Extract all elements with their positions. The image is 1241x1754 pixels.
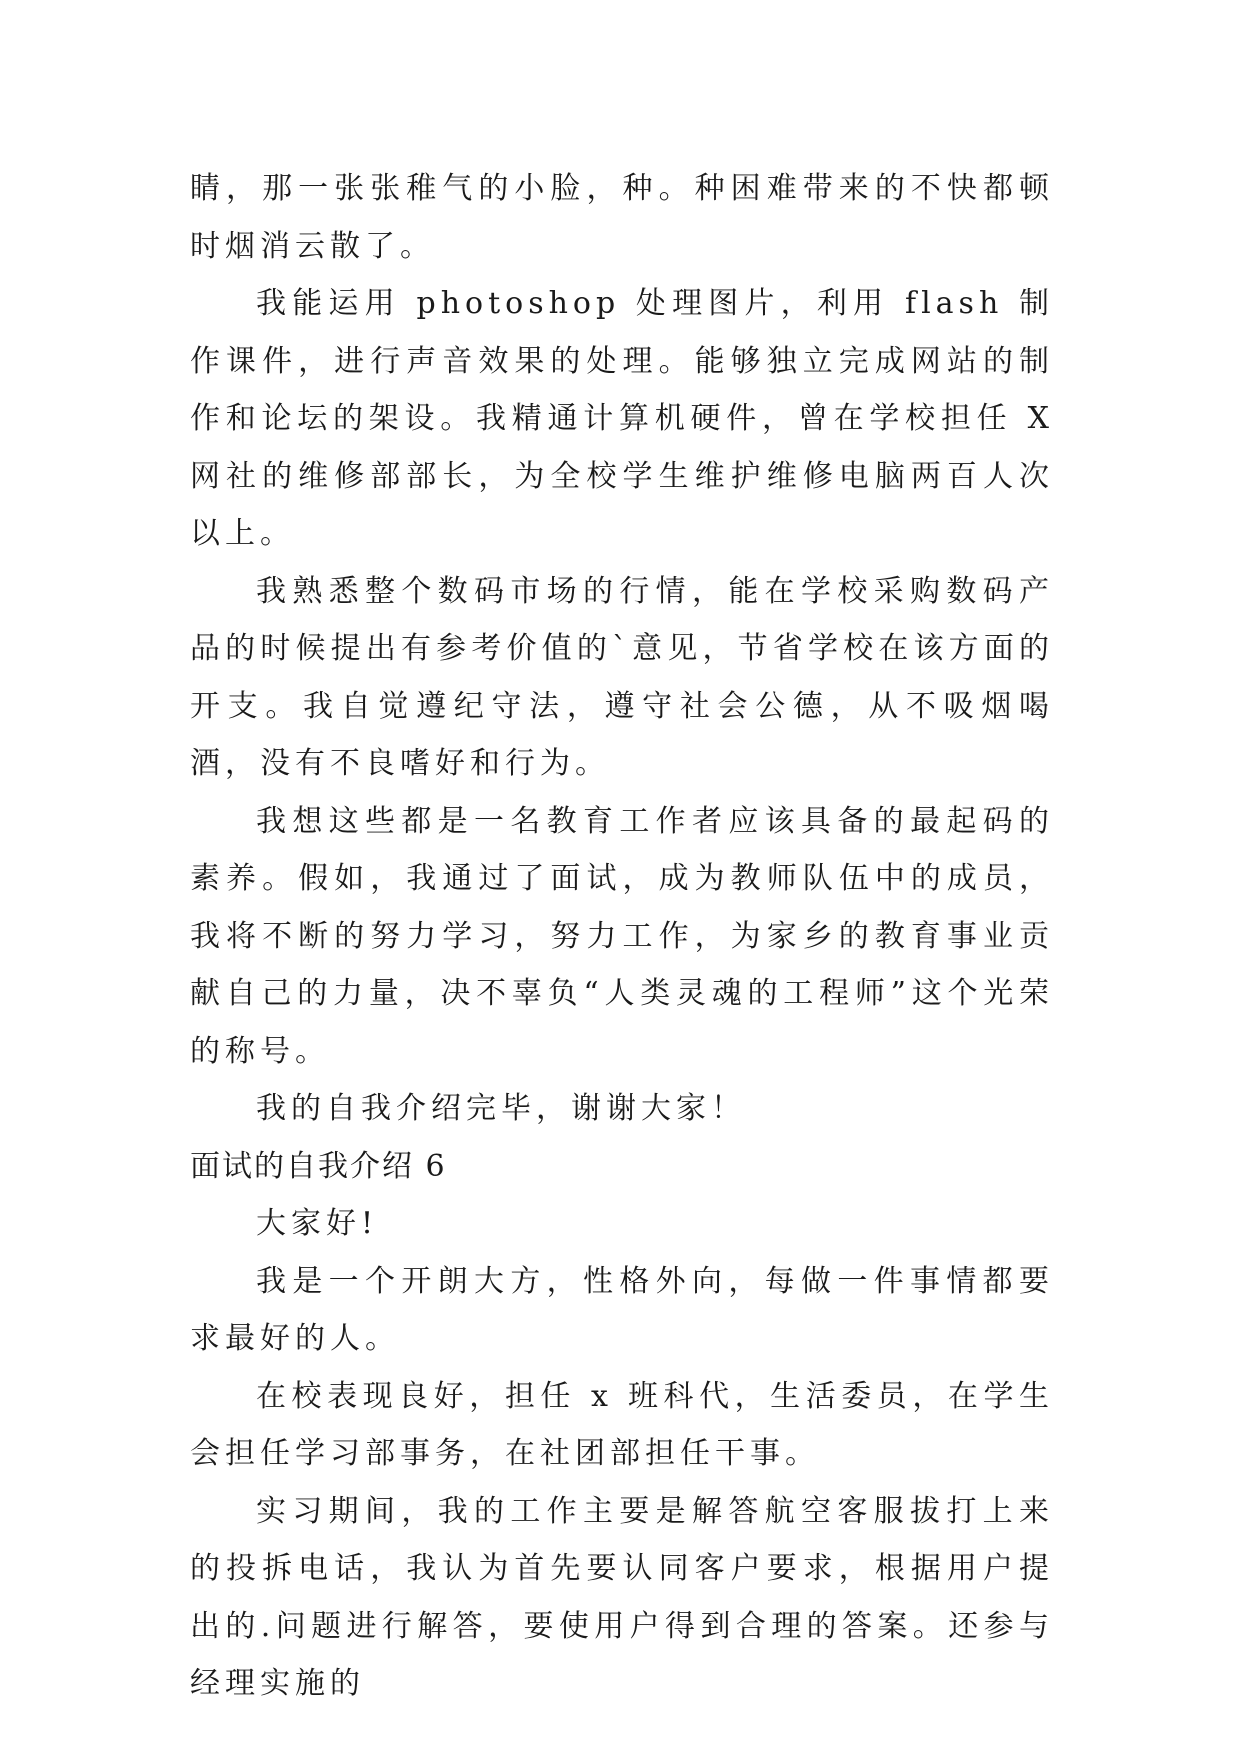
document-body — [190, 160, 1054, 1713]
paragraph: 我能运用 photoshop 处理图片，利用 flash 制作课件，进行声音效果的处理。能够独立完成网站的制作和论坛的架设。我精通计算机硬件，曾在学校担任 X 网社的维修部部长，为全校学生维护维修电脑两百人次以上。 — [190, 286, 1054, 551]
paragraph: 实习期间，我的工作主要是解答航空客服拔打上来的投拆电话，我认为首先要认同客户要求，根据用户提出的.问题进行解答，要使用户得到合理的答案。还参与经理实施的 — [190, 1493, 1054, 1701]
paragraph: 我熟悉整个数码市场的行情，能在学校采购数码产品的时候提出有参考价值的`意见，节省学校在该方面的开支。我自觉遵纪守法，遵守社会公德，从不吸烟喝酒，没有不良嗜好和行为。 — [190, 573, 1054, 781]
paragraph: 大家好! — [256, 1206, 379, 1241]
paragraph: 睛，那一张张稚气的小脸，种。种困难带来的不快都顿时烟消云散了。 — [190, 171, 1054, 264]
paragraph: 在校表现良好，担任 x 班科代，生活委员，在学生会担任学习部事务，在社团部担任干事。 — [190, 1378, 1054, 1471]
section-heading: 面试的自我介绍 6 — [190, 1148, 447, 1184]
paragraph: 我的自我介绍完毕，谢谢大家！ — [256, 1091, 746, 1126]
paragraph: 我是一个开朗大方，性格外向，每做一件事情都要求最好的人。 — [190, 1263, 1054, 1356]
paragraph: 我想这些都是一名教育工作者应该具备的最起码的素养。假如，我通过了面试，成为教师队伍中的成员，我将不断的努力学习，努力工作，为家乡的教育事业贡献自己的力量，决不辜负“人类灵魂的工程师”这个光荣的称号。 — [190, 803, 1054, 1069]
